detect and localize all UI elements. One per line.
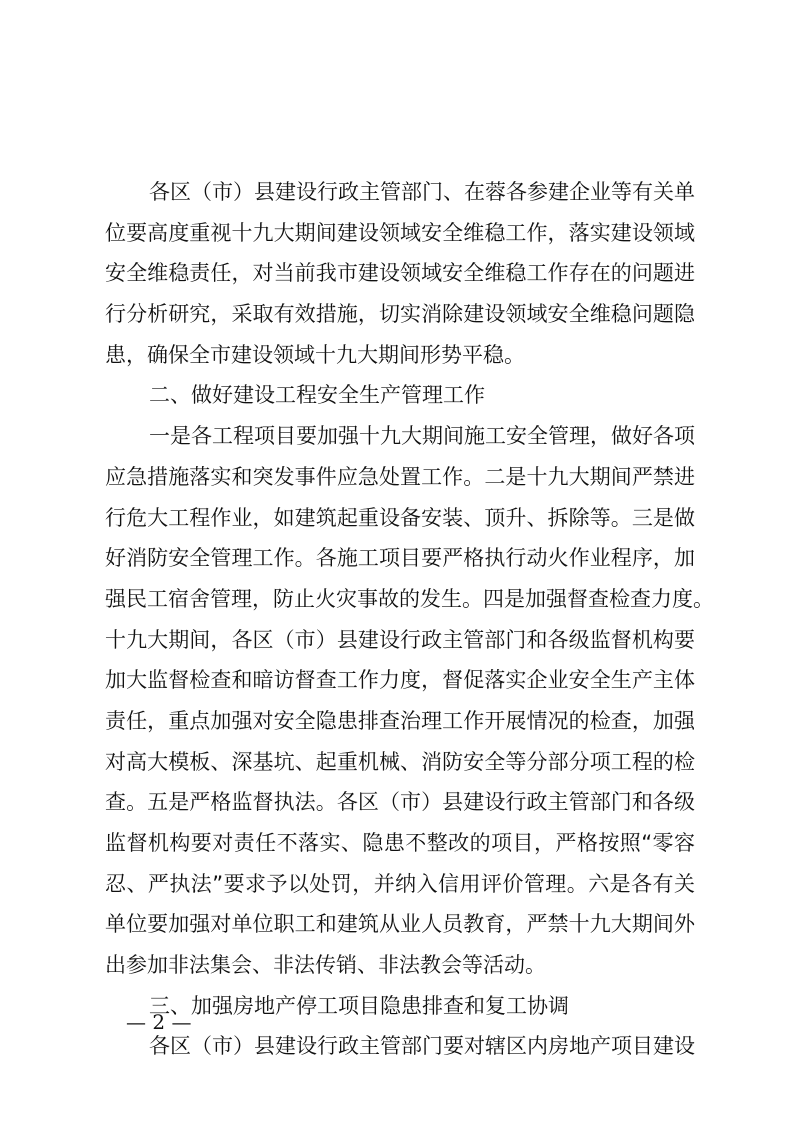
paragraph-line: 位要高度重视十九大期间建设领域安全维稳工作，落实建设领域: [105, 220, 695, 245]
paragraph-line: 加大监督检查和暗访督查工作力度，督促落实企业安全生产主体: [105, 668, 695, 693]
paragraph-line: 好消防安全管理工作。各施工项目要严格执行动火作业程序，加: [105, 546, 695, 571]
paragraph-line: 忍、严执法”要求予以处罚，并纳入信用评价管理。六是各有关: [105, 871, 695, 896]
section-heading: 二、做好建设工程安全生产管理工作: [149, 383, 485, 408]
paragraph-line: 对高大模板、深基坑、起重机械、消防安全等分部分项工程的检: [105, 749, 695, 774]
paragraph-line: 一是各工程项目要加强十九大期间施工安全管理，做好各项: [149, 424, 695, 449]
paragraph-line: 出参加非法集会、非法传销、非法教会等活动。: [105, 953, 546, 978]
paragraph-line: 十九大期间，各区（市）县建设行政主管部门和各级监督机构要: [105, 627, 695, 652]
paragraph-line: 强民工宿舍管理，防止火灾事故的发生。四是加强督查检查力度。: [105, 586, 714, 611]
paragraph-line: 应急措施落实和突发事件应急处置工作。二是十九大期间严禁进: [105, 464, 695, 489]
paragraph-line: 监督机构要对责任不落实、隐患不整改的项目，严格按照“零容: [105, 831, 695, 855]
paragraph-line: 单位要加强对单位职工和建筑从业人员教育，严禁十九大期间外: [105, 912, 695, 937]
paragraph-line: 行危大工程作业，如建筑起重设备安装、顶升、拆除等。三是做: [105, 505, 695, 530]
body-text: [105, 172, 714, 1067]
paragraph-line: 各区（市）县建设行政主管部门要对辖区内房地产项目建设: [149, 1034, 695, 1059]
paragraph-line: 行分析研究，采取有效措施，切实消除建设领域安全维稳问题隐: [105, 302, 695, 327]
paragraph-line: 患，确保全市建设领域十九大期间形势平稳。: [105, 342, 525, 367]
page-number: — 2 —: [126, 1010, 192, 1034]
paragraph-line: 查。五是严格监督执法。各区（市）县建设行政主管部门和各级: [105, 790, 695, 815]
paragraph-line: 各区（市）县建设行政主管部门、在蓉各参建企业等有关单: [149, 180, 695, 204]
section-heading: 三、加强房地产停工项目隐患排查和复工协调: [149, 993, 569, 1018]
paragraph-line: 责任，重点加强对安全隐患排查治理工作开展情况的检查，加强: [105, 708, 695, 733]
paragraph-line: 安全维稳责任，对当前我市建设领域安全维稳工作存在的问题进: [105, 261, 695, 286]
